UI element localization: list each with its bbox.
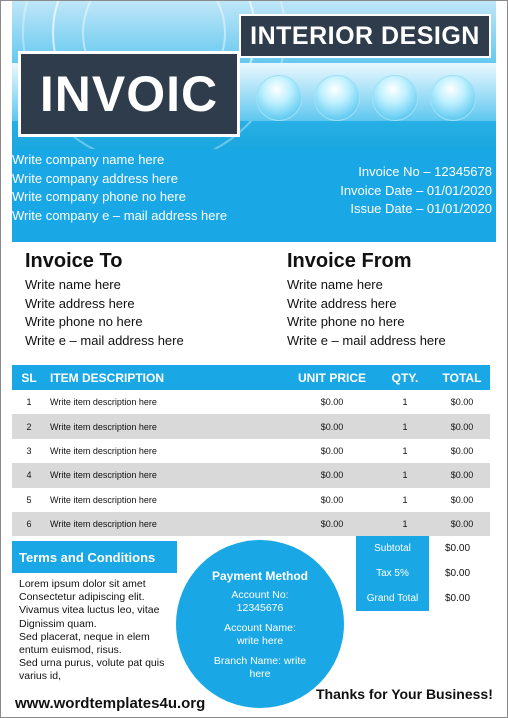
grand-total-label: Grand Total bbox=[356, 586, 429, 611]
account-name-label: Account Name: bbox=[224, 622, 296, 634]
invoice-from-section bbox=[287, 250, 446, 350]
row-unit-price: $0.00 bbox=[320, 397, 344, 408]
col-total: TOTAL bbox=[434, 365, 490, 390]
payment-heading: Payment Method bbox=[211, 569, 308, 583]
row-total: $0.00 bbox=[434, 414, 490, 438]
account-no: 12345676 bbox=[236, 602, 284, 614]
terms-heading: Terms and Conditions bbox=[12, 541, 177, 573]
issue-date: Issue Date – 01/01/2020 bbox=[350, 201, 492, 216]
row-description: Write item description here bbox=[46, 512, 288, 536]
col-unit-price: UNIT PRICE bbox=[288, 365, 376, 390]
brand-title: INTERIOR DESIGN bbox=[239, 14, 491, 58]
grand-total-value: $0.00 bbox=[444, 593, 471, 604]
row-unit-price: $0.00 bbox=[320, 445, 344, 456]
row-total: $0.00 bbox=[434, 512, 490, 536]
row-sl: 5 bbox=[26, 494, 32, 505]
website-link[interactable]: www.wordtemplates4u.org bbox=[15, 695, 206, 712]
invoice-to-section bbox=[25, 250, 184, 350]
invoice-from-address: Write address here bbox=[287, 295, 397, 311]
terms-line: varius id, bbox=[19, 670, 62, 683]
row-unit-price: $0.00 bbox=[288, 463, 376, 487]
payment-method-circle bbox=[176, 540, 344, 708]
invoice-to-email: Write e – mail address here bbox=[25, 332, 184, 348]
table-row bbox=[12, 414, 490, 438]
row-description: Write item description here bbox=[46, 414, 288, 438]
table-row bbox=[12, 463, 490, 487]
bubble-icon bbox=[372, 75, 418, 121]
col-description: ITEM DESCRIPTION bbox=[46, 365, 288, 390]
table-header-row bbox=[12, 365, 490, 390]
row-unit-price: $0.00 bbox=[288, 512, 376, 536]
row-qty: 1 bbox=[402, 494, 408, 505]
row-qty: 1 bbox=[376, 512, 434, 536]
row-description: Write item description here bbox=[46, 463, 288, 487]
invoice-to-name: Write name here bbox=[25, 277, 121, 292]
row-qty: 1 bbox=[402, 397, 408, 408]
col-qty: QTY. bbox=[376, 365, 434, 390]
terms-line: Sed urna purus, volute pat quis bbox=[19, 657, 165, 670]
invoice-meta bbox=[340, 163, 492, 219]
company-email: Write company e – mail address here bbox=[12, 207, 228, 223]
row-description: Write item description here bbox=[50, 397, 157, 408]
terms-line: Consectetur adipiscing elit. bbox=[19, 591, 145, 604]
invoice-to-address: Write address here bbox=[25, 295, 135, 311]
account-name: write here bbox=[236, 635, 284, 647]
terms-line: Vivamus vitea luctus leo, vitae bbox=[19, 604, 160, 617]
row-unit-price: $0.00 bbox=[288, 414, 376, 438]
company-address: Write company address here bbox=[12, 170, 178, 186]
row-total: $0.00 bbox=[434, 463, 490, 487]
row-description: Write item description here bbox=[50, 445, 157, 456]
row-qty: 1 bbox=[376, 463, 434, 487]
grand-total-row bbox=[356, 586, 486, 611]
invoice-title: INVOIC bbox=[18, 51, 240, 137]
tax-row bbox=[356, 561, 486, 586]
terms-line: Dignissim quam. bbox=[19, 617, 97, 630]
invoice-to-phone: Write phone no here bbox=[25, 314, 143, 329]
tax-label: Tax 5% bbox=[356, 561, 429, 586]
bubble-icon bbox=[430, 75, 476, 121]
row-total: $0.00 bbox=[450, 445, 474, 456]
invoice-from-heading: Invoice From bbox=[287, 250, 412, 272]
account-no-label: Account No: bbox=[231, 589, 289, 601]
subtotal-label: Subtotal bbox=[356, 536, 429, 561]
branch-name: here bbox=[249, 668, 271, 680]
invoice-date: Invoice Date – 01/01/2020 bbox=[340, 182, 492, 198]
items-table bbox=[12, 365, 490, 536]
subtotal-row bbox=[356, 536, 486, 561]
row-description: Write item description here bbox=[50, 494, 157, 505]
branch-name-label: Branch Name: write bbox=[213, 655, 307, 667]
col-sl: SL bbox=[12, 365, 46, 390]
tax-value: $0.00 bbox=[444, 568, 471, 579]
row-total: $0.00 bbox=[450, 494, 474, 505]
table-row bbox=[12, 488, 490, 512]
company-details bbox=[12, 151, 227, 225]
company-phone: Write company phone no here bbox=[12, 189, 186, 204]
row-sl: 1 bbox=[26, 397, 32, 408]
row-qty: 1 bbox=[376, 414, 434, 438]
bubble-icon bbox=[256, 75, 302, 121]
invoice-to-heading: Invoice To bbox=[25, 250, 123, 272]
terms-text bbox=[19, 578, 184, 684]
invoice-from-phone: Write phone no here bbox=[287, 314, 405, 329]
row-total: $0.00 bbox=[450, 397, 474, 408]
terms-line: entum euismod, risus. bbox=[19, 644, 122, 657]
totals-block bbox=[356, 536, 486, 611]
subtotal-value: $0.00 bbox=[444, 543, 471, 554]
terms-line: Sed placerat, neque in elem bbox=[19, 630, 150, 643]
table-row bbox=[12, 390, 490, 414]
company-info-bar bbox=[12, 149, 496, 242]
bubble-icon bbox=[314, 75, 360, 121]
terms-line: Lorem ipsum dolor sit amet bbox=[19, 578, 146, 590]
table-row bbox=[12, 439, 490, 463]
row-sl: 6 bbox=[12, 512, 46, 536]
invoice-number: Invoice No – 12345678 bbox=[358, 164, 492, 179]
invoice-from-name: Write name here bbox=[287, 277, 383, 292]
row-sl: 3 bbox=[26, 445, 32, 456]
row-unit-price: $0.00 bbox=[320, 494, 344, 505]
row-qty: 1 bbox=[402, 445, 408, 456]
company-name: Write company name here bbox=[12, 152, 165, 167]
row-sl: 2 bbox=[12, 414, 46, 438]
table-row bbox=[12, 512, 490, 536]
thanks-message: Thanks for Your Business! bbox=[316, 686, 493, 702]
row-sl: 4 bbox=[12, 463, 46, 487]
invoice-from-email: Write e – mail address here bbox=[287, 332, 446, 348]
